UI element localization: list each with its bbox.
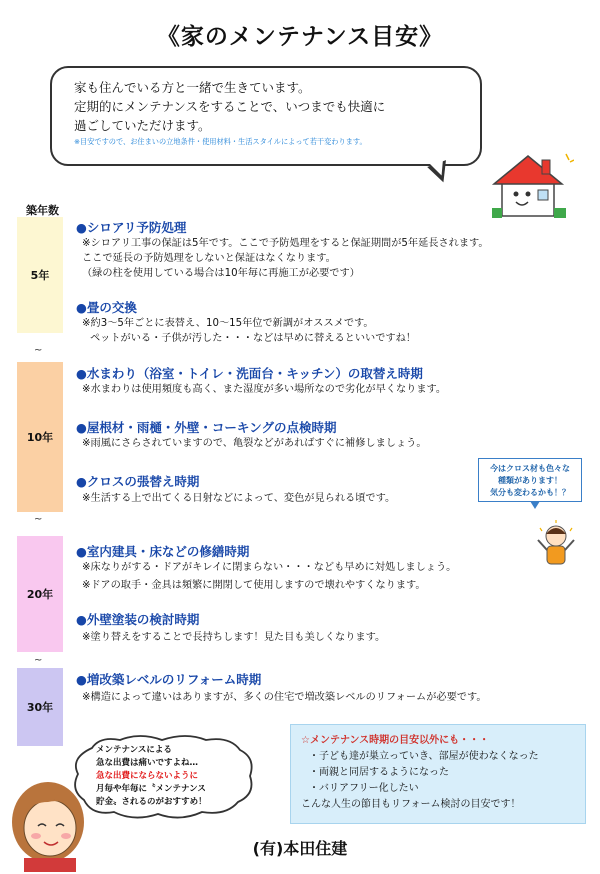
page-title: 《家のメンテナンス目安》 <box>156 24 444 50</box>
section-title-text: 外壁塗装の検討時期 <box>86 612 200 627</box>
house-illustration <box>488 150 574 220</box>
bullet: ● <box>76 474 87 489</box>
bullet: ● <box>76 366 87 381</box>
section-roof-title <box>76 418 337 436</box>
section-paint-title <box>76 610 199 628</box>
other-reasons-box <box>290 724 586 824</box>
section-cloth-title <box>76 472 199 490</box>
intro-line: 家も住んでいる方と一緒で生きています。 <box>74 80 311 95</box>
section-body-line: ※雨風にさらされていますので、亀裂などがあればすぐに補修しましょう。 <box>82 438 427 449</box>
section-body-line: ※床なりがする・ドアがキレイに閉まらない・・・なども早めに対処しましょう。 <box>82 562 457 573</box>
other-box-footer: こんな人生の節目もリフォーム検討の目安です！ <box>301 799 521 810</box>
bullet: ● <box>76 220 87 235</box>
intro-speech-bubble <box>50 66 482 166</box>
section-body-line: ※約3～5年ごとに表替え、10～15年位で新調がオススメです。 <box>82 318 374 329</box>
company-name: (有)本田住建 <box>252 839 348 858</box>
bullet: ● <box>76 300 87 315</box>
section-title-text: 室内建具・床などの修繕時期 <box>86 544 250 559</box>
advice-line: メンテナンスによる <box>96 745 172 755</box>
advice-line: 貯金〟されるのがおすすめ！ <box>96 797 207 807</box>
note-line: 種類があります！ <box>498 476 562 485</box>
bullet: ● <box>76 672 87 687</box>
section-fixtures-title <box>76 542 249 560</box>
bullet: ● <box>76 612 87 627</box>
intro-line: 定期的にメンテナンスをすることで、いつまでも快適に <box>74 99 386 114</box>
other-box-item: ・子ども達が巣立っていき、部屋が使わなくなった <box>309 751 539 762</box>
years-column-label: 築年数 <box>26 204 59 217</box>
other-box-item: ・両親と同居するようになった <box>309 767 449 778</box>
year-bar-5: 5年 <box>17 217 63 333</box>
tilde: ~ <box>34 345 43 356</box>
section-body-line: ※水まわりは使用頻度も高く、また湿度が多い場所なので劣化が早くなります。 <box>82 384 447 395</box>
section-renovation-title <box>76 670 261 688</box>
intro-line: 過ごしていただけます。 <box>74 118 211 133</box>
section-title-text: 水まわり（浴室・トイレ・洗面台・キッチン）の取替え時期 <box>86 366 423 381</box>
note-line: 今はクロス材も色々な <box>490 464 570 473</box>
section-title-text: クロスの張替え時期 <box>86 474 200 489</box>
section-title-text: 屋根材・雨樋・外壁・コーキングの点検時期 <box>86 420 337 435</box>
advice-line: 急な出費は痛いですよね… <box>96 758 199 768</box>
section-tatami-title <box>76 298 137 316</box>
section-water-title <box>76 364 423 382</box>
section-body-line: ※生活する上で出てくる日射などによって、変色が見られる頃です。 <box>82 493 396 504</box>
tilde: ~ <box>34 514 43 525</box>
section-body-line: ※構造によって違いはありますが、多くの住宅で増改築レベルのリフォームが必要です。 <box>82 692 487 703</box>
bullet: ● <box>76 420 87 435</box>
cloth-note-bubble <box>478 458 582 502</box>
section-body-line: （緑の柱を使用している場合は10年毎に再施工が必要です） <box>82 268 360 279</box>
section-body-line: ※ドアの取手・金具は頻繁に開閉して使用しますので壊れやすくなります。 <box>82 580 426 591</box>
section-title-text: 畳の交換 <box>86 300 137 315</box>
section-title-text: 増改築レベルのリフォーム時期 <box>86 672 262 687</box>
section-title-text: シロアリ予防処理 <box>86 220 187 235</box>
year-bar-20: 20年 <box>17 536 63 652</box>
intro-note: ※目安ですので、お住まいの立地条件・使用材料・生活スタイルによって若干変わります。 <box>74 137 367 146</box>
note-line: 気分も変わるかも！？ <box>490 488 570 497</box>
girl-illustration <box>536 520 576 568</box>
other-box-heading: ☆メンテナンス時期の目安以外にも・・・ <box>301 735 490 746</box>
section-termite-title <box>76 218 186 236</box>
section-body-line: ※シロアリ工事の保証は5年です。ここで予防処理をすると保証期間が5年延長されます。 <box>82 238 489 249</box>
bubble-tail <box>530 501 540 509</box>
advice-line-highlight: 急な出費にならないように <box>96 771 199 781</box>
year-bar-30: 30年 <box>17 668 63 746</box>
other-box-item: ・バリアフリー化したい <box>309 783 419 794</box>
tilde: ~ <box>34 655 43 666</box>
section-body-line: ※塗り替えをすることで長持ちします！見た目も美しくなります。 <box>82 632 386 643</box>
section-body-line: ペットがいる・子供が汚した・・・などは早めに替えるといいですね！ <box>90 333 416 344</box>
section-body-line: ここで延長の予防処理をしないと保証はなくなります。 <box>82 253 336 264</box>
advice-text <box>96 744 246 809</box>
bullet: ● <box>76 544 87 559</box>
advice-line: 月毎や年毎に〝メンテナンス <box>96 784 206 794</box>
year-bar-10: 10年 <box>17 362 63 512</box>
